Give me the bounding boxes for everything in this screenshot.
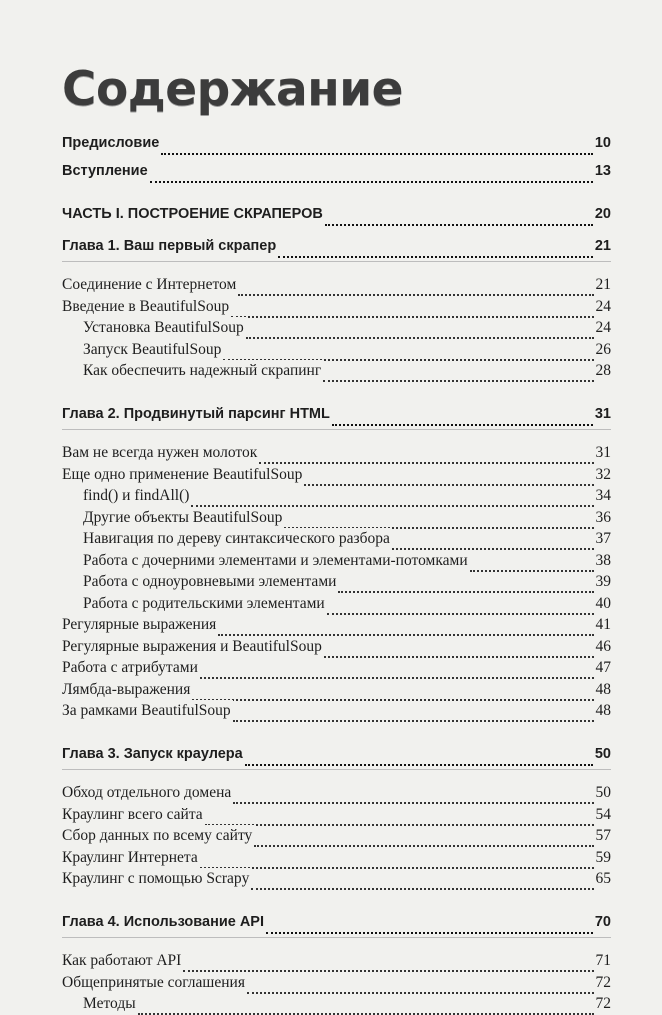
toc-page-number: 48 — [594, 679, 612, 701]
toc-page-number: 24 — [594, 296, 612, 318]
toc-page-number: 31 — [593, 404, 611, 426]
dot-leader — [327, 595, 594, 615]
dot-leader — [245, 746, 593, 766]
toc-entry-label: Глава 4. Использование API — [62, 912, 266, 934]
dot-leader — [233, 784, 593, 804]
toc-section-entry[interactable] — [62, 442, 611, 464]
dot-leader — [205, 806, 594, 826]
toc-entry-label: Краулинг Интернета — [62, 847, 200, 869]
toc-entry-label: Глава 1. Ваш первый скрапер — [62, 236, 278, 258]
toc-page-number: 20 — [593, 204, 611, 226]
toc-page-number: 57 — [594, 825, 612, 847]
toc-page-number: 34 — [594, 485, 612, 507]
dot-leader — [231, 298, 593, 318]
toc-page-number: 10 — [593, 133, 611, 155]
toc-entry-label: Регулярные выражения — [62, 614, 218, 636]
dot-leader — [332, 406, 593, 426]
toc-entry-label: Запуск BeautifulSoup — [83, 339, 223, 361]
dot-leader — [251, 870, 593, 890]
toc-page-number: 59 — [594, 847, 612, 869]
page-title: Содержание — [62, 62, 404, 117]
toc-entry-label: find() и findAll() — [83, 485, 191, 507]
toc-section-entry[interactable] — [62, 804, 611, 826]
toc-entry-label: Как работают API — [62, 950, 183, 972]
dot-leader — [246, 319, 594, 339]
toc-entry-label: Краулинг с помощью Scrapy — [62, 868, 251, 890]
toc-page-number: 32 — [594, 464, 612, 486]
dot-leader — [200, 849, 594, 869]
dot-leader — [233, 702, 594, 722]
chapter-divider — [62, 429, 611, 430]
toc-entry-label: Работа с атрибутами — [62, 657, 200, 679]
toc-subsection-entry[interactable] — [62, 550, 611, 572]
dot-leader — [392, 530, 594, 550]
toc-front-entry[interactable] — [62, 133, 611, 155]
toc-page-number: 72 — [594, 993, 612, 1015]
toc-section-entry[interactable] — [62, 296, 611, 318]
toc-entry-label: Методы — [83, 993, 138, 1015]
toc-subsection-entry[interactable] — [62, 339, 611, 361]
toc-entry-label: Вам не всегда нужен молоток — [62, 442, 259, 464]
table-of-contents — [62, 133, 611, 1015]
toc-page-number: 26 — [594, 339, 612, 361]
toc-page-number: 72 — [594, 972, 612, 994]
toc-page-number: 39 — [594, 571, 612, 593]
dot-leader — [278, 238, 593, 258]
toc-page-number: 54 — [594, 804, 612, 826]
toc-page-number: 70 — [593, 912, 611, 934]
dot-leader — [192, 681, 593, 701]
toc-chapter-heading[interactable] — [62, 912, 611, 934]
dot-leader — [254, 827, 593, 847]
toc-page-number: 31 — [594, 442, 612, 464]
toc-section-entry[interactable] — [62, 464, 611, 486]
toc-chapters — [62, 236, 611, 1015]
toc-entry-label: Глава 2. Продвинутый парсинг HTML — [62, 404, 332, 426]
toc-chapter-heading[interactable] — [62, 404, 611, 426]
toc-entry-label: Соединение с Интернетом — [62, 274, 238, 296]
dot-leader — [284, 509, 593, 529]
toc-page-number: 50 — [594, 782, 612, 804]
dot-leader — [247, 974, 594, 994]
dot-leader — [304, 466, 593, 486]
toc-page-number: 41 — [594, 614, 612, 636]
toc-entry-label: Глава 3. Запуск краулера — [62, 744, 245, 766]
dot-leader — [138, 995, 594, 1015]
toc-section-entry[interactable] — [62, 614, 611, 636]
dot-leader — [161, 135, 593, 155]
toc-entry-label: Работа с родительскими элементами — [83, 593, 327, 615]
toc-page-number: 47 — [594, 657, 612, 679]
toc-section-entry[interactable] — [62, 636, 611, 658]
toc-subsection-entry[interactable] — [62, 360, 611, 382]
toc-entry-label: Работа с одноуровневыми элементами — [83, 571, 338, 593]
toc-chapter-heading[interactable] — [62, 744, 611, 766]
dot-leader — [183, 952, 593, 972]
dot-leader — [324, 638, 594, 658]
toc-page-number: 50 — [593, 744, 611, 766]
toc-entry-label: Предисловие — [62, 133, 161, 155]
toc-subsection-entry[interactable] — [62, 528, 611, 550]
toc-page-number: 21 — [594, 274, 612, 296]
dot-leader — [259, 444, 593, 464]
toc-entry-label: Сбор данных по всему сайту — [62, 825, 254, 847]
toc-entry-label: Работа с дочерними элементами и элементами-потомками — [83, 550, 470, 572]
dot-leader — [323, 362, 593, 382]
toc-entry-label: Установка BeautifulSoup — [83, 317, 246, 339]
toc-front-entry[interactable] — [62, 161, 611, 183]
toc-section-entry[interactable] — [62, 782, 611, 804]
toc-page-number: 37 — [594, 528, 612, 550]
toc-subsection-entry[interactable] — [62, 571, 611, 593]
toc-section-entry[interactable] — [62, 950, 611, 972]
dot-leader — [266, 914, 593, 934]
toc-subsection-entry[interactable] — [62, 593, 611, 615]
toc-section-entry[interactable] — [62, 847, 611, 869]
toc-entry-label: ЧАСТЬ I. ПОСТРОЕНИЕ СКРАПЕРОВ — [62, 204, 325, 226]
toc-page-number: 36 — [594, 507, 612, 529]
dot-leader — [470, 552, 594, 572]
toc-page-number: 21 — [593, 236, 611, 258]
toc-page-number: 65 — [594, 868, 612, 890]
toc-entry-label: За рамками BeautifulSoup — [62, 700, 233, 722]
dot-leader — [191, 487, 593, 507]
chapter-divider — [62, 261, 611, 262]
toc-entry-label: Как обеспечить надежный скрапинг — [83, 360, 323, 382]
dot-leader — [150, 163, 593, 183]
toc-section-entry[interactable] — [62, 274, 611, 296]
toc-section-entry[interactable] — [62, 679, 611, 701]
dot-leader — [218, 616, 593, 636]
dot-leader — [200, 659, 594, 679]
dot-leader — [223, 341, 593, 361]
toc-page-number: 40 — [594, 593, 612, 615]
toc-chapter-heading[interactable] — [62, 236, 611, 258]
toc-page-number: 24 — [594, 317, 612, 339]
toc-entry-label: Краулинг всего сайта — [62, 804, 205, 826]
chapter-divider — [62, 937, 611, 938]
toc-page-number: 46 — [594, 636, 612, 658]
toc-section-entry[interactable] — [62, 825, 611, 847]
toc-section-entry[interactable] — [62, 868, 611, 890]
toc-entry-label: Навигация по дереву синтаксического разбора — [83, 528, 392, 550]
toc-page-number: 48 — [594, 700, 612, 722]
toc-subsection-entry[interactable] — [62, 507, 611, 529]
toc-page-number: 38 — [594, 550, 612, 572]
toc-subsection-entry[interactable] — [62, 485, 611, 507]
toc-part-heading[interactable] — [62, 204, 611, 226]
dot-leader — [338, 573, 593, 593]
toc-section-entry[interactable] — [62, 972, 611, 994]
chapter-divider — [62, 769, 611, 770]
toc-subsection-entry[interactable] — [62, 317, 611, 339]
toc-section-entry[interactable] — [62, 700, 611, 722]
toc-subsection-entry[interactable] — [62, 993, 611, 1015]
toc-entry-label: Другие объекты BeautifulSoup — [83, 507, 284, 529]
toc-entry-label: Вступление — [62, 161, 150, 183]
toc-page-number: 71 — [594, 950, 612, 972]
toc-entry-label: Обход отдельного домена — [62, 782, 233, 804]
toc-entry-label: Еще одно применение BeautifulSoup — [62, 464, 304, 486]
toc-entry-label: Регулярные выражения и BeautifulSoup — [62, 636, 324, 658]
toc-page-number: 13 — [593, 161, 611, 183]
toc-section-entry[interactable] — [62, 657, 611, 679]
dot-leader — [238, 276, 593, 296]
toc-page-number: 28 — [594, 360, 612, 382]
toc-entry-label: Лямбда-выражения — [62, 679, 192, 701]
toc-entry-label: Введение в BeautifulSoup — [62, 296, 231, 318]
dot-leader — [325, 206, 593, 226]
toc-entry-label: Общепринятые соглашения — [62, 972, 247, 994]
